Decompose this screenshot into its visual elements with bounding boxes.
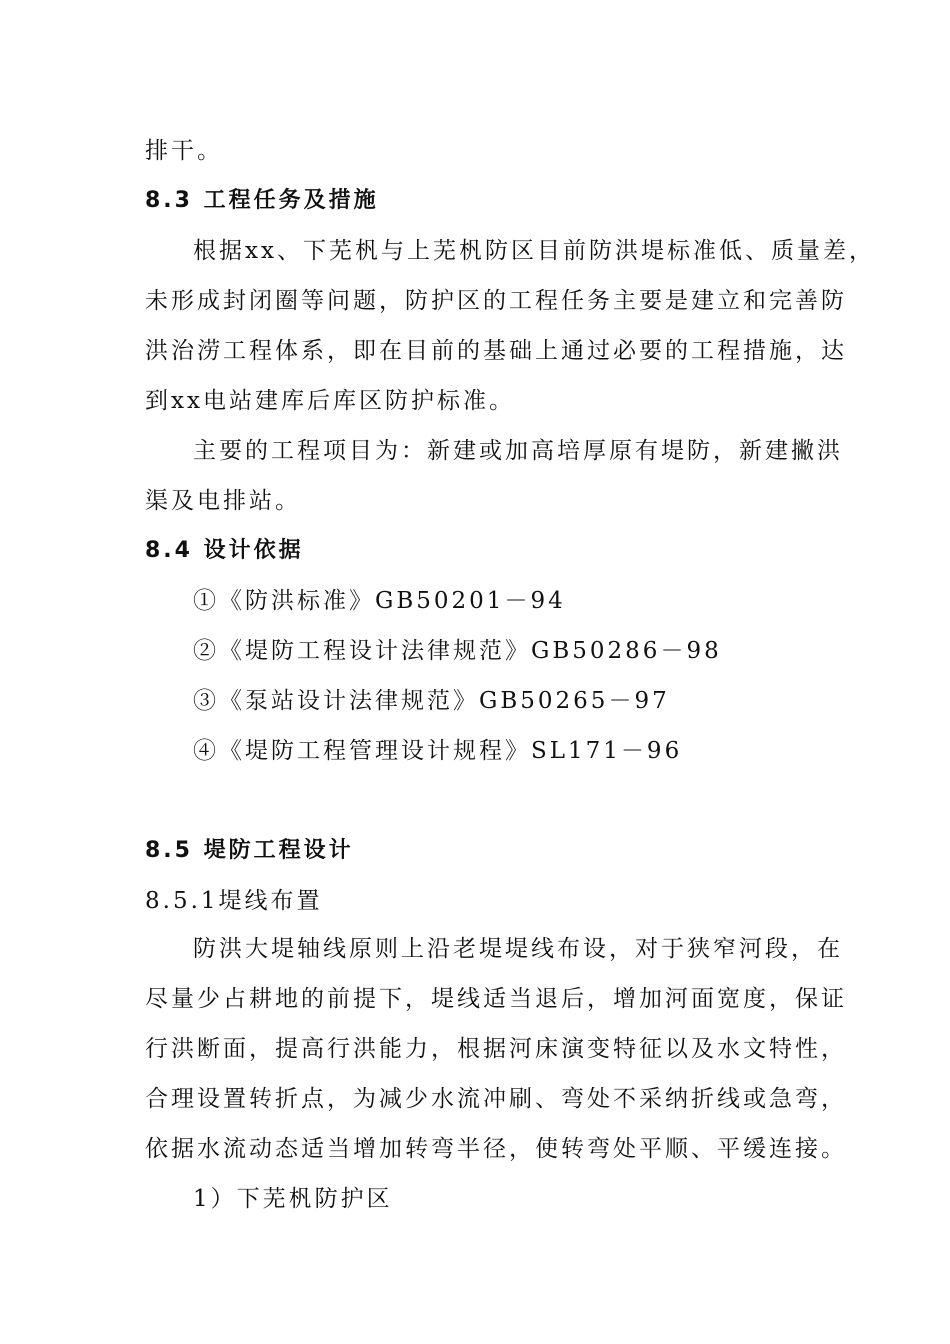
paragraph-line: 防洪大堤轴线原则上沿老堤堤线布设，对于狭窄河段，在 [193, 936, 843, 962]
paragraph-line: 合理设置转折点，为减少水流冲刷、弯处不采纳折线或急弯， [145, 1086, 847, 1112]
section-heading-8-4: 8.4 设计依据 [145, 538, 304, 563]
paragraph-line: 依据水流动态适当增加转弯半径，使转弯处平顺、平缓连接。 [145, 1136, 847, 1162]
paragraph-line: 排干。 [145, 138, 223, 164]
section-heading-8-3: 8.3 工程任务及措施 [145, 188, 379, 213]
list-item: 1）下芜杋防护区 [193, 1186, 393, 1212]
reference-item: ③《泵站设计法律规范》GB50265－97 [193, 688, 670, 714]
reference-item: ①《防洪标准》GB50201－94 [193, 588, 566, 614]
paragraph-line: 尽量少占耕地的前提下，堤线适当退后，增加河面宽度，保证 [145, 986, 847, 1012]
reference-item: ④《堤防工程管理设计规程》SL171－96 [193, 738, 683, 764]
paragraph-line: 渠及电排站。 [145, 488, 301, 514]
reference-item: ②《堤防工程设计法律规范》GB50286－98 [193, 638, 722, 664]
subsection-heading-8-5-1: 8.5.1堤线布置 [145, 888, 323, 914]
paragraph-line: 洪治涝工程体系，即在目前的基础上通过必要的工程措施，达 [145, 338, 847, 364]
paragraph-line: 到xx电站建库后库区防护标准。 [145, 388, 515, 414]
section-heading-8-5: 8.5 堤防工程设计 [145, 838, 354, 863]
paragraph-line: 行洪断面，提高行洪能力，根据河床演变特征以及水文特性， [145, 1036, 847, 1062]
paragraph-line: 未形成封闭圈等问题，防护区的工程任务主要是建立和完善防 [145, 288, 847, 314]
paragraph-line: 根据xx、下芜杋与上芜杋防区目前防洪堤标准低、质量差， [193, 238, 875, 264]
paragraph-line: 主要的工程项目为：新建或加高培厚原有堤防，新建撇洪 [193, 438, 843, 464]
